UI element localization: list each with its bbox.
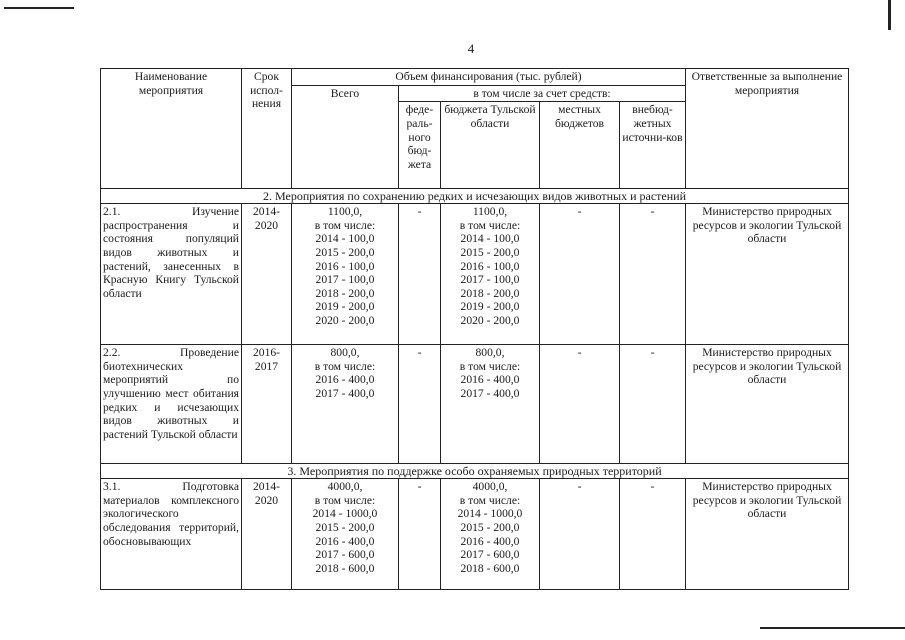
offbudget-amount: -	[620, 345, 686, 464]
activity-term: 2016-2017	[242, 345, 292, 464]
amount-line: 2016 - 400,0	[460, 373, 520, 387]
amount-line: 800,0,	[475, 346, 505, 360]
responsible-party: Министерство природных ресурсов и экологии Тульской области	[686, 345, 849, 464]
local-amount: -	[540, 479, 620, 590]
amount-line: 2018 - 600,0	[315, 561, 375, 575]
local-amount: -	[540, 345, 620, 464]
regional-amount	[441, 204, 540, 345]
amount-line: 2018 - 200,0	[315, 286, 375, 300]
amount-line: 2019 - 200,0	[460, 300, 520, 314]
amount-line: 2016 - 400,0	[315, 373, 375, 387]
header-term: Срок испол-нения	[242, 69, 292, 189]
section-title: 3. Мероприятия по поддержке особо охраняемых природных территорий	[101, 464, 849, 479]
header-responsible: Ответственные за выполнение мероприятия	[686, 69, 849, 189]
activity-name: 2.1. Изучение распространения и состояния популяций видов животных и растений, занесенных в Красную Книгу Тульской области	[101, 204, 242, 345]
local-amount: -	[540, 204, 620, 345]
amount-line: 2015 - 200,0	[315, 520, 375, 534]
amount-line: 2014 - 1000,0	[312, 507, 378, 521]
regional-amount	[441, 479, 540, 590]
amount-line: 2017 - 100,0	[460, 273, 520, 287]
header-name: Наименование мероприятия	[101, 69, 242, 189]
total-amount	[292, 345, 399, 464]
header-local: местных бюджетов	[540, 102, 620, 189]
federal-amount: -	[399, 204, 441, 345]
amount-line: 2015 - 200,0	[460, 520, 520, 534]
federal-amount: -	[399, 479, 441, 590]
amount-line: 1100,0,	[327, 205, 363, 219]
amount-line: в том числе:	[459, 493, 521, 507]
amount-line: 4000,0,	[327, 480, 363, 494]
amount-line: 2017 - 600,0	[315, 548, 375, 562]
amount-line: 2014 - 100,0	[460, 232, 520, 246]
amount-line: 2016 - 100,0	[315, 259, 375, 273]
page-number: 4	[467, 41, 475, 56]
header-federal: феде-раль-ного бюд-жета	[399, 102, 441, 189]
activity-term: 2014-2020	[242, 204, 292, 345]
amount-line: 1100,0,	[472, 205, 508, 219]
amount-line: 2015 - 200,0	[460, 245, 520, 259]
amount-line: 2017 - 100,0	[315, 273, 375, 287]
header-total: Всего	[292, 85, 399, 188]
federal-amount: -	[399, 345, 441, 464]
offbudget-amount: -	[620, 479, 686, 590]
activity-name: 2.2. Проведение биотехнических мероприятий по улучшению мест обитания редких и исчезающих видов животных и растений Тульской области	[101, 345, 242, 464]
scan-mark-top-left	[4, 7, 74, 9]
section-title: 2. Мероприятия по сохранению редких и исчезающих видов животных и растений	[101, 189, 849, 204]
amount-line: в том числе:	[314, 359, 376, 373]
amount-line: в том числе:	[459, 359, 521, 373]
amount-line: 2017 - 400,0	[315, 386, 375, 400]
header-regional: бюджета Тульской области	[441, 102, 540, 189]
regional-amount	[441, 345, 540, 464]
responsible-party: Министерство природных ресурсов и экологии Тульской области	[686, 204, 849, 345]
header-offbudget: внебюд-жетных источни-ков	[620, 102, 686, 189]
amount-line: 2018 - 200,0	[460, 286, 520, 300]
activity-name: 3.1. Подготовка материалов комплексного экологического обследования территорий, обосновывающих	[101, 479, 242, 590]
funding-table	[100, 68, 849, 590]
header-including: в том числе за счет средств:	[399, 85, 686, 102]
responsible-party: Министерство природных ресурсов и экологии Тульской области	[686, 479, 849, 590]
scan-mark-top-right	[888, 0, 891, 30]
amount-line: 800,0,	[330, 346, 360, 360]
amount-line: 2015 - 200,0	[315, 245, 375, 259]
amount-line: 2016 - 400,0	[460, 534, 520, 548]
amount-line: 2017 - 600,0	[460, 548, 520, 562]
total-amount	[292, 479, 399, 590]
amount-line: 2018 - 600,0	[460, 561, 520, 575]
amount-line: 2014 - 100,0	[315, 232, 375, 246]
amount-line: 2016 - 100,0	[460, 259, 520, 273]
scan-mark-bottom-right	[760, 627, 905, 629]
offbudget-amount: -	[620, 204, 686, 345]
amount-line: в том числе:	[314, 493, 376, 507]
amount-line: 2017 - 400,0	[460, 386, 520, 400]
activity-term: 2014-2020	[242, 479, 292, 590]
amount-line: в том числе:	[459, 218, 521, 232]
amount-line: 4000,0,	[472, 480, 508, 494]
amount-line: 2016 - 400,0	[315, 534, 375, 548]
amount-line: 2014 - 1000,0	[457, 507, 523, 521]
amount-line: 2020 - 200,0	[460, 313, 520, 327]
amount-line: 2020 - 200,0	[315, 313, 375, 327]
total-amount	[292, 204, 399, 345]
amount-line: в том числе:	[314, 218, 376, 232]
header-funding-title: Объем финансирования (тыс. рублей)	[292, 69, 686, 86]
amount-line: 2019 - 200,0	[315, 300, 375, 314]
